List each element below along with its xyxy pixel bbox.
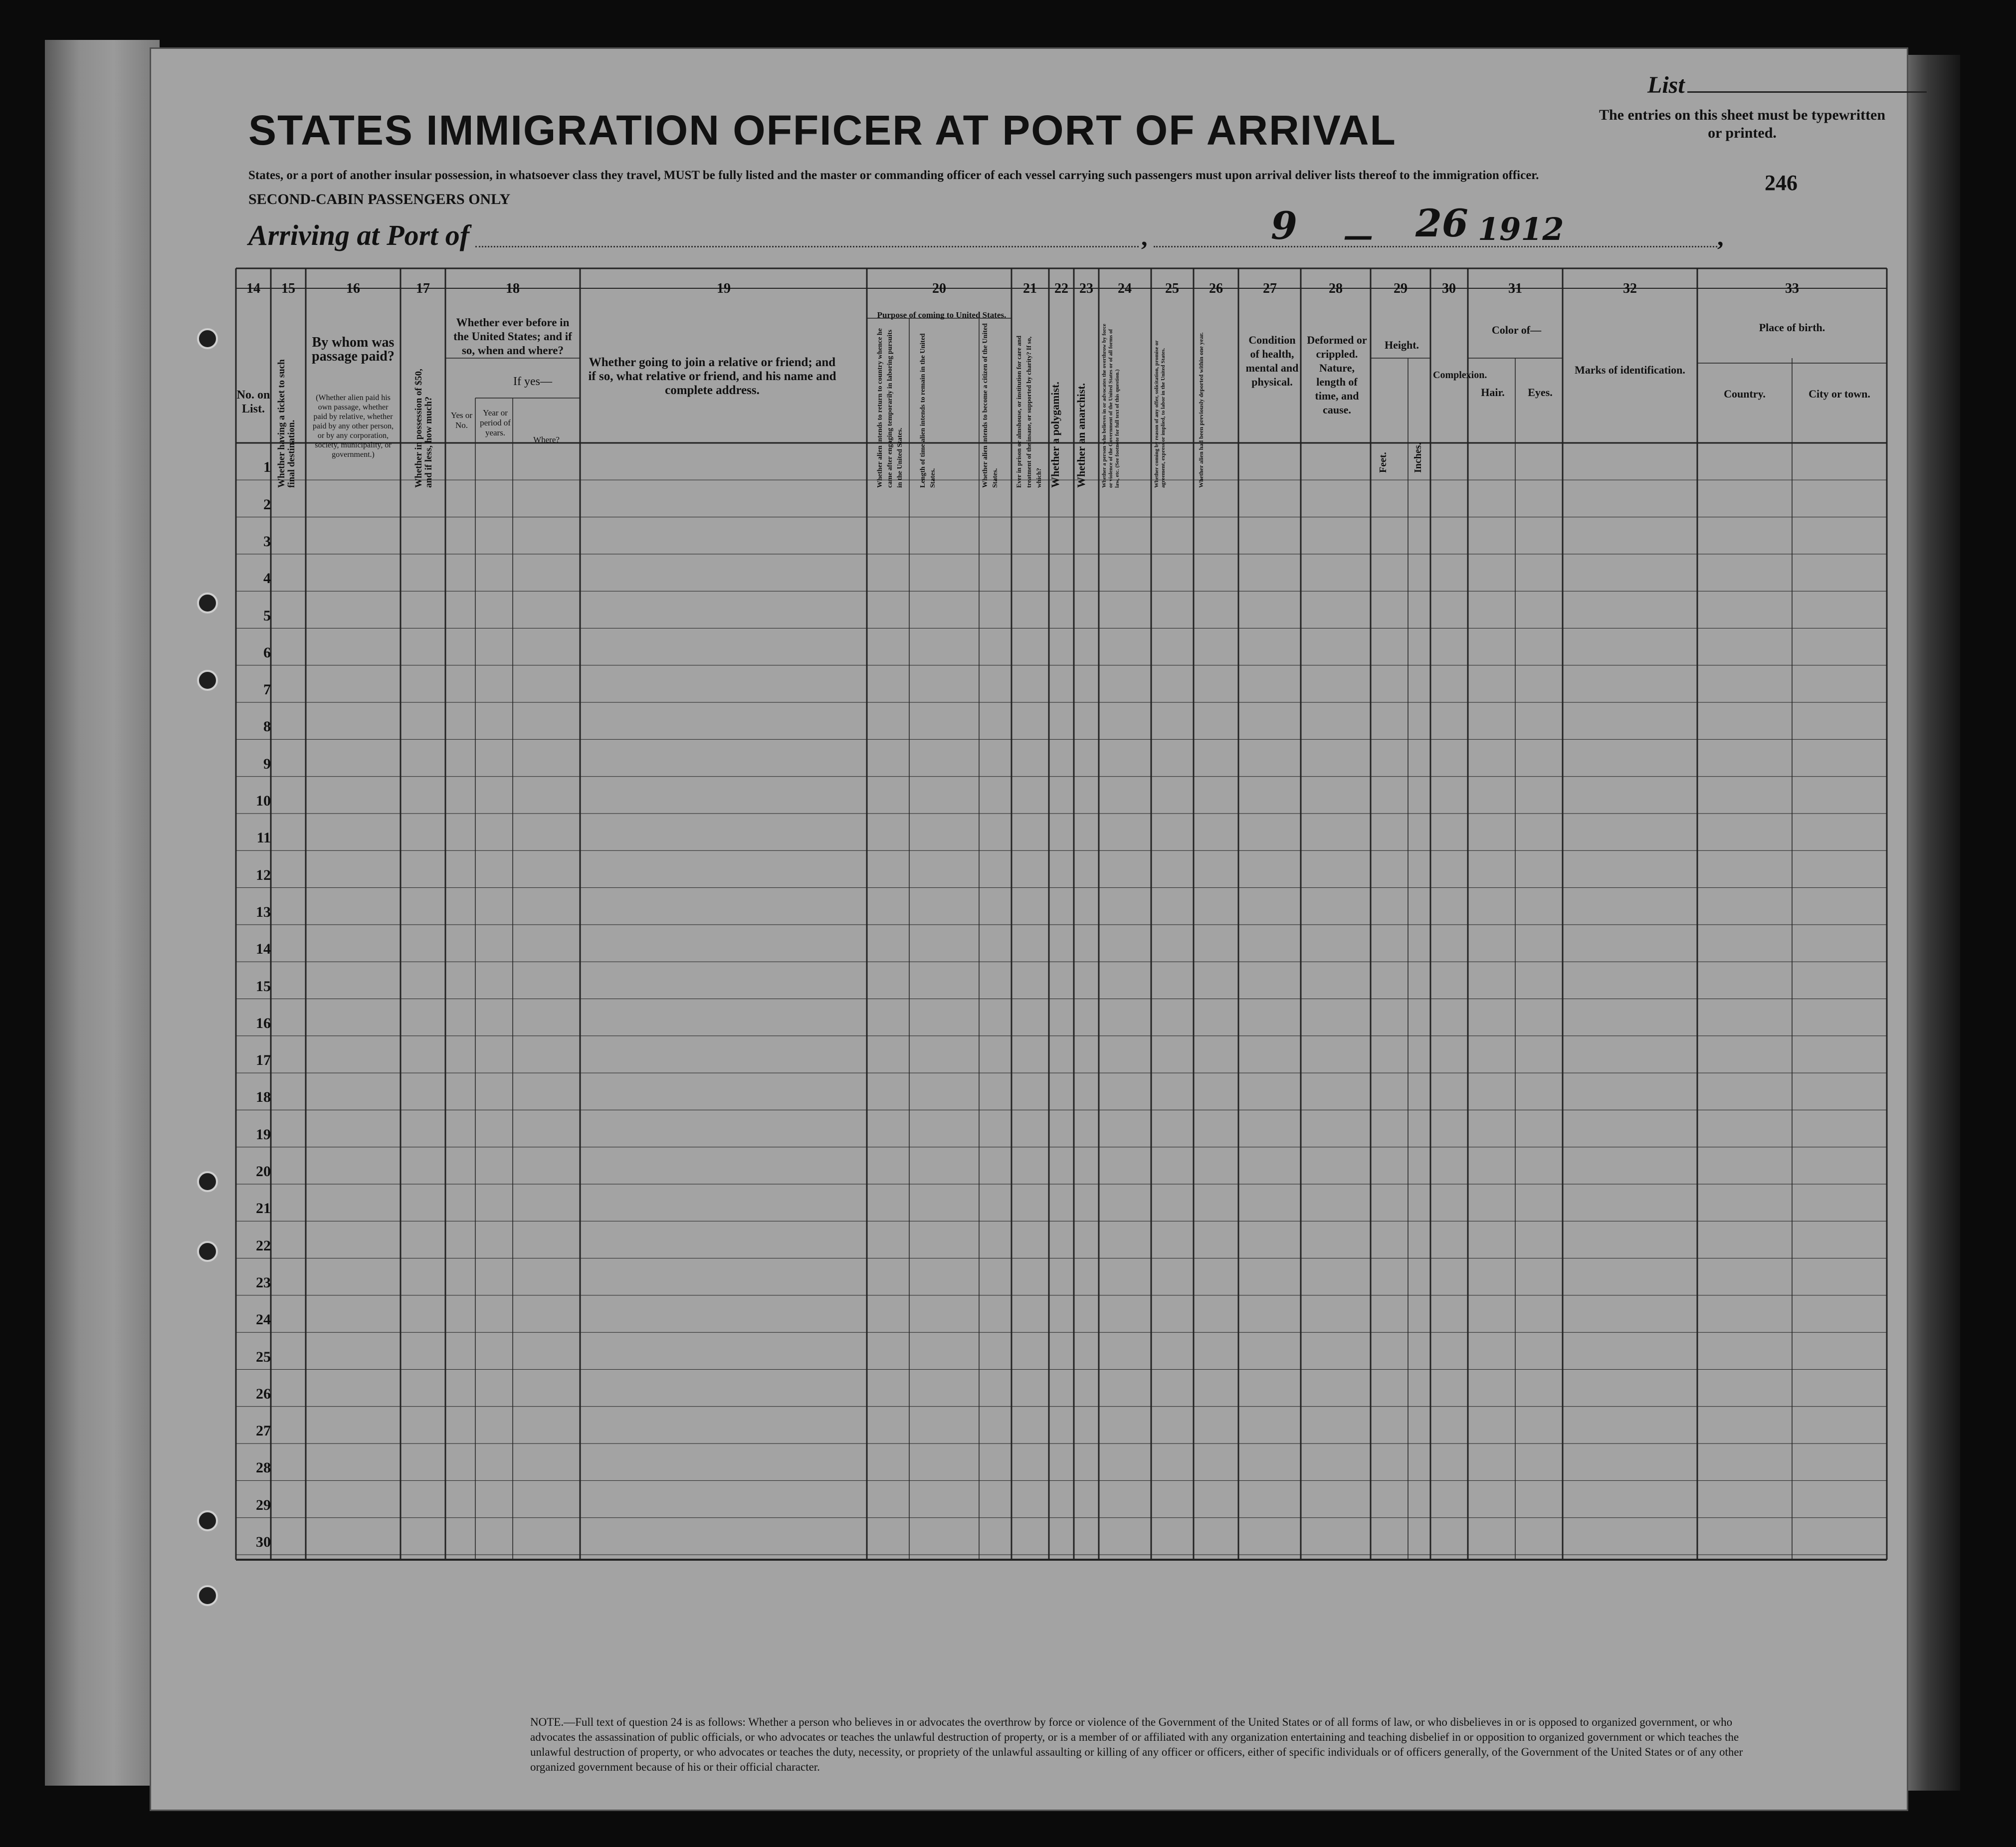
column-number: 16 bbox=[346, 281, 360, 296]
col-deformed: Deformed or crippled. Nature, length of time, and cause. bbox=[1307, 334, 1367, 416]
row-number: 17 bbox=[256, 1052, 271, 1069]
date-dash: — bbox=[1343, 218, 1373, 253]
col-prison-charity: Ever in prison or almshouse, or institution for care and treatment of the insane, or supported by charity? If so, which? bbox=[1015, 335, 1042, 488]
col-hair: Hair. bbox=[1481, 386, 1505, 399]
col-birthplace: Place of birth. bbox=[1759, 321, 1825, 334]
row-number: 9 bbox=[263, 755, 271, 772]
column-number: 18 bbox=[506, 281, 520, 296]
column-number: 22 bbox=[1054, 281, 1068, 296]
column-number: 14 bbox=[246, 281, 260, 296]
col-passage-paid-note: (Whether alien paid his own passage, whether paid by relative, whether paid by any other person, or by any corporation, society, municipality, or government.) bbox=[312, 394, 394, 459]
col-join-relative: Whether going to join a relative or friend; and if so, what relative or friend, and his name and complete address. bbox=[588, 356, 836, 397]
column-number: 30 bbox=[1442, 281, 1456, 296]
col-year: Year or period of years. bbox=[480, 408, 511, 437]
col-before-in-us: Whether ever before in the United States; and if so, when and where? bbox=[453, 316, 572, 357]
row-number: 16 bbox=[256, 1015, 271, 1031]
col-citizen-intent: Whether alien intends to become a citizen of the United States. bbox=[982, 323, 999, 488]
row-number: 21 bbox=[256, 1200, 271, 1217]
col-where: Where? bbox=[533, 435, 560, 444]
row-number: 28 bbox=[256, 1459, 271, 1476]
column-number: 31 bbox=[1508, 281, 1522, 296]
row-number: 26 bbox=[256, 1385, 271, 1402]
row-number: 27 bbox=[256, 1423, 271, 1439]
row-number: 5 bbox=[263, 607, 271, 624]
column-number: 23 bbox=[1079, 281, 1093, 296]
col-passage-paid: By whom was passage paid? bbox=[312, 335, 395, 364]
column-number: 33 bbox=[1785, 281, 1799, 296]
arriving-label: Arriving at Port of bbox=[248, 219, 470, 251]
col-if-yes: If yes— bbox=[513, 375, 552, 388]
col-no-on-list: No. on List. bbox=[236, 389, 270, 415]
date-month: 9 bbox=[1271, 204, 1297, 248]
sheet-number: 246 bbox=[1765, 171, 1798, 195]
column-number: 17 bbox=[416, 281, 430, 296]
row-number: 15 bbox=[256, 978, 271, 995]
row-number: 11 bbox=[256, 829, 271, 846]
row-number: 22 bbox=[256, 1237, 271, 1254]
date-separator: , bbox=[1141, 223, 1148, 251]
row-number: 25 bbox=[256, 1348, 271, 1365]
column-number: 27 bbox=[1263, 281, 1277, 296]
column-number: 15 bbox=[281, 281, 295, 296]
row-number: 24 bbox=[256, 1311, 271, 1328]
col-ticket: Whether having a ticket to such final destination. bbox=[276, 359, 297, 488]
column-number: 21 bbox=[1023, 281, 1037, 296]
column-number: 26 bbox=[1209, 281, 1223, 296]
column-number: 29 bbox=[1394, 281, 1408, 296]
col-health: Condition of health, mental and physical. bbox=[1245, 334, 1299, 388]
row-number: 7 bbox=[263, 681, 271, 698]
col-anarchist: Whether an anarchist. bbox=[1075, 383, 1087, 488]
col-color: Color of— bbox=[1491, 324, 1542, 336]
col-eyes: Eyes. bbox=[1528, 386, 1553, 399]
col-polygamist: Whether a polygamist. bbox=[1049, 382, 1061, 488]
column-number: 20 bbox=[932, 281, 946, 296]
entry-instruction: The entries on this sheet must be typewritten or printed. bbox=[1599, 107, 1886, 141]
manifest-sheet bbox=[150, 47, 1908, 1811]
row-number: 8 bbox=[263, 718, 271, 735]
row-number: 19 bbox=[256, 1126, 271, 1143]
column-number: 24 bbox=[1118, 281, 1132, 296]
col-height: Height. bbox=[1384, 339, 1419, 351]
col-labor-offer: Whether coming by reason of any offer, solicitation, promise or agreement, express or implied, to labor in the United States. bbox=[1154, 340, 1166, 488]
row-number: 29 bbox=[256, 1496, 271, 1513]
col-complexion: Complexion. bbox=[1433, 370, 1487, 381]
listing-notice: States, or a port of another insular possession, in whatsoever class they travel, MUST be fully listed and the master or commanding officer of each vessel carrying such passengers must upon arrival deliver lists thereof to the immigration officer. bbox=[248, 169, 1539, 182]
col-return-intent: Whether alien intends to return to country whence he came after engaging temporarily in laboring pursuits in the United States. bbox=[876, 328, 904, 488]
row-number: 12 bbox=[256, 866, 271, 883]
row-number: 4 bbox=[263, 570, 271, 587]
col-city: City or town. bbox=[1809, 388, 1870, 400]
column-number: 32 bbox=[1623, 281, 1637, 296]
date-separator-2: , bbox=[1717, 223, 1724, 251]
row-number: 30 bbox=[256, 1534, 271, 1550]
row-number: 20 bbox=[256, 1163, 271, 1180]
row-number: 10 bbox=[256, 793, 271, 809]
col-height-inches: Inches. bbox=[1412, 442, 1423, 473]
col-country: Country. bbox=[1724, 388, 1766, 400]
passenger-class: SECOND-CABIN PASSENGERS ONLY bbox=[248, 191, 511, 207]
col-deported: Whether alien had been previously deported within one year. bbox=[1198, 332, 1205, 488]
date-year: 1912 bbox=[1478, 211, 1564, 247]
col-marks: Marks of identification. bbox=[1575, 364, 1685, 376]
row-number: 3 bbox=[263, 533, 271, 550]
row-number: 13 bbox=[256, 903, 271, 920]
form-title: STATES IMMIGRATION OFFICER AT PORT OF ARRIVAL bbox=[248, 107, 1397, 154]
page-shadow-edge bbox=[1905, 55, 1960, 1791]
col-fifty-dollars: Whether in possession of $50, and if less, how much? bbox=[413, 369, 434, 488]
row-number: 6 bbox=[263, 644, 271, 661]
row-number: 14 bbox=[256, 941, 271, 958]
col-height-feet: Feet. bbox=[1378, 452, 1389, 473]
binding-edge bbox=[45, 40, 160, 1786]
col-length-stay: Length of time alien intends to remain in the United States. bbox=[919, 333, 937, 488]
row-number: 1 bbox=[263, 459, 271, 476]
manifest-grid bbox=[151, 49, 1907, 1810]
col-purpose: Purpose of coming to United States. bbox=[877, 310, 1007, 320]
row-number: 2 bbox=[263, 496, 271, 513]
row-number: 23 bbox=[256, 1274, 271, 1291]
col-yes-no: Yes or No. bbox=[450, 410, 473, 430]
row-number: 18 bbox=[256, 1089, 271, 1106]
date-day: 26 bbox=[1415, 201, 1468, 245]
list-label: List bbox=[1647, 72, 1685, 98]
col-overthrow: Whether a person who believes in or advocates the overthrow by force or violence of the Government of the United States or of all forms of law, etc. (See footnote for full text of this question.) bbox=[1101, 324, 1120, 488]
footnote: NOTE.—Full text of question 24 is as follows: Whether a person who believes in or advocates the overthrow by force or violence of the Government of the United States or of all forms of law, or who disbelieves in or is opposed to organized government, or who advocates the assassination of public officials, or who advocates or teaches the unlawful destruction of property, or is a member of or affiliated with any organization entertaining and teaching disbelief in or opposition to organized government or which teaches the unlawful destruction of property, or who advocates or teaches the duty, necessity, or propriety of the unlawful assaulting or killing of any officer or officers, either of specific individuals or of officers generally, of the Government of the United States or of any other organized government because of his or their official character. bbox=[530, 1716, 1743, 1773]
column-number: 25 bbox=[1165, 281, 1179, 296]
column-number: 19 bbox=[717, 281, 731, 296]
column-number: 28 bbox=[1329, 281, 1343, 296]
